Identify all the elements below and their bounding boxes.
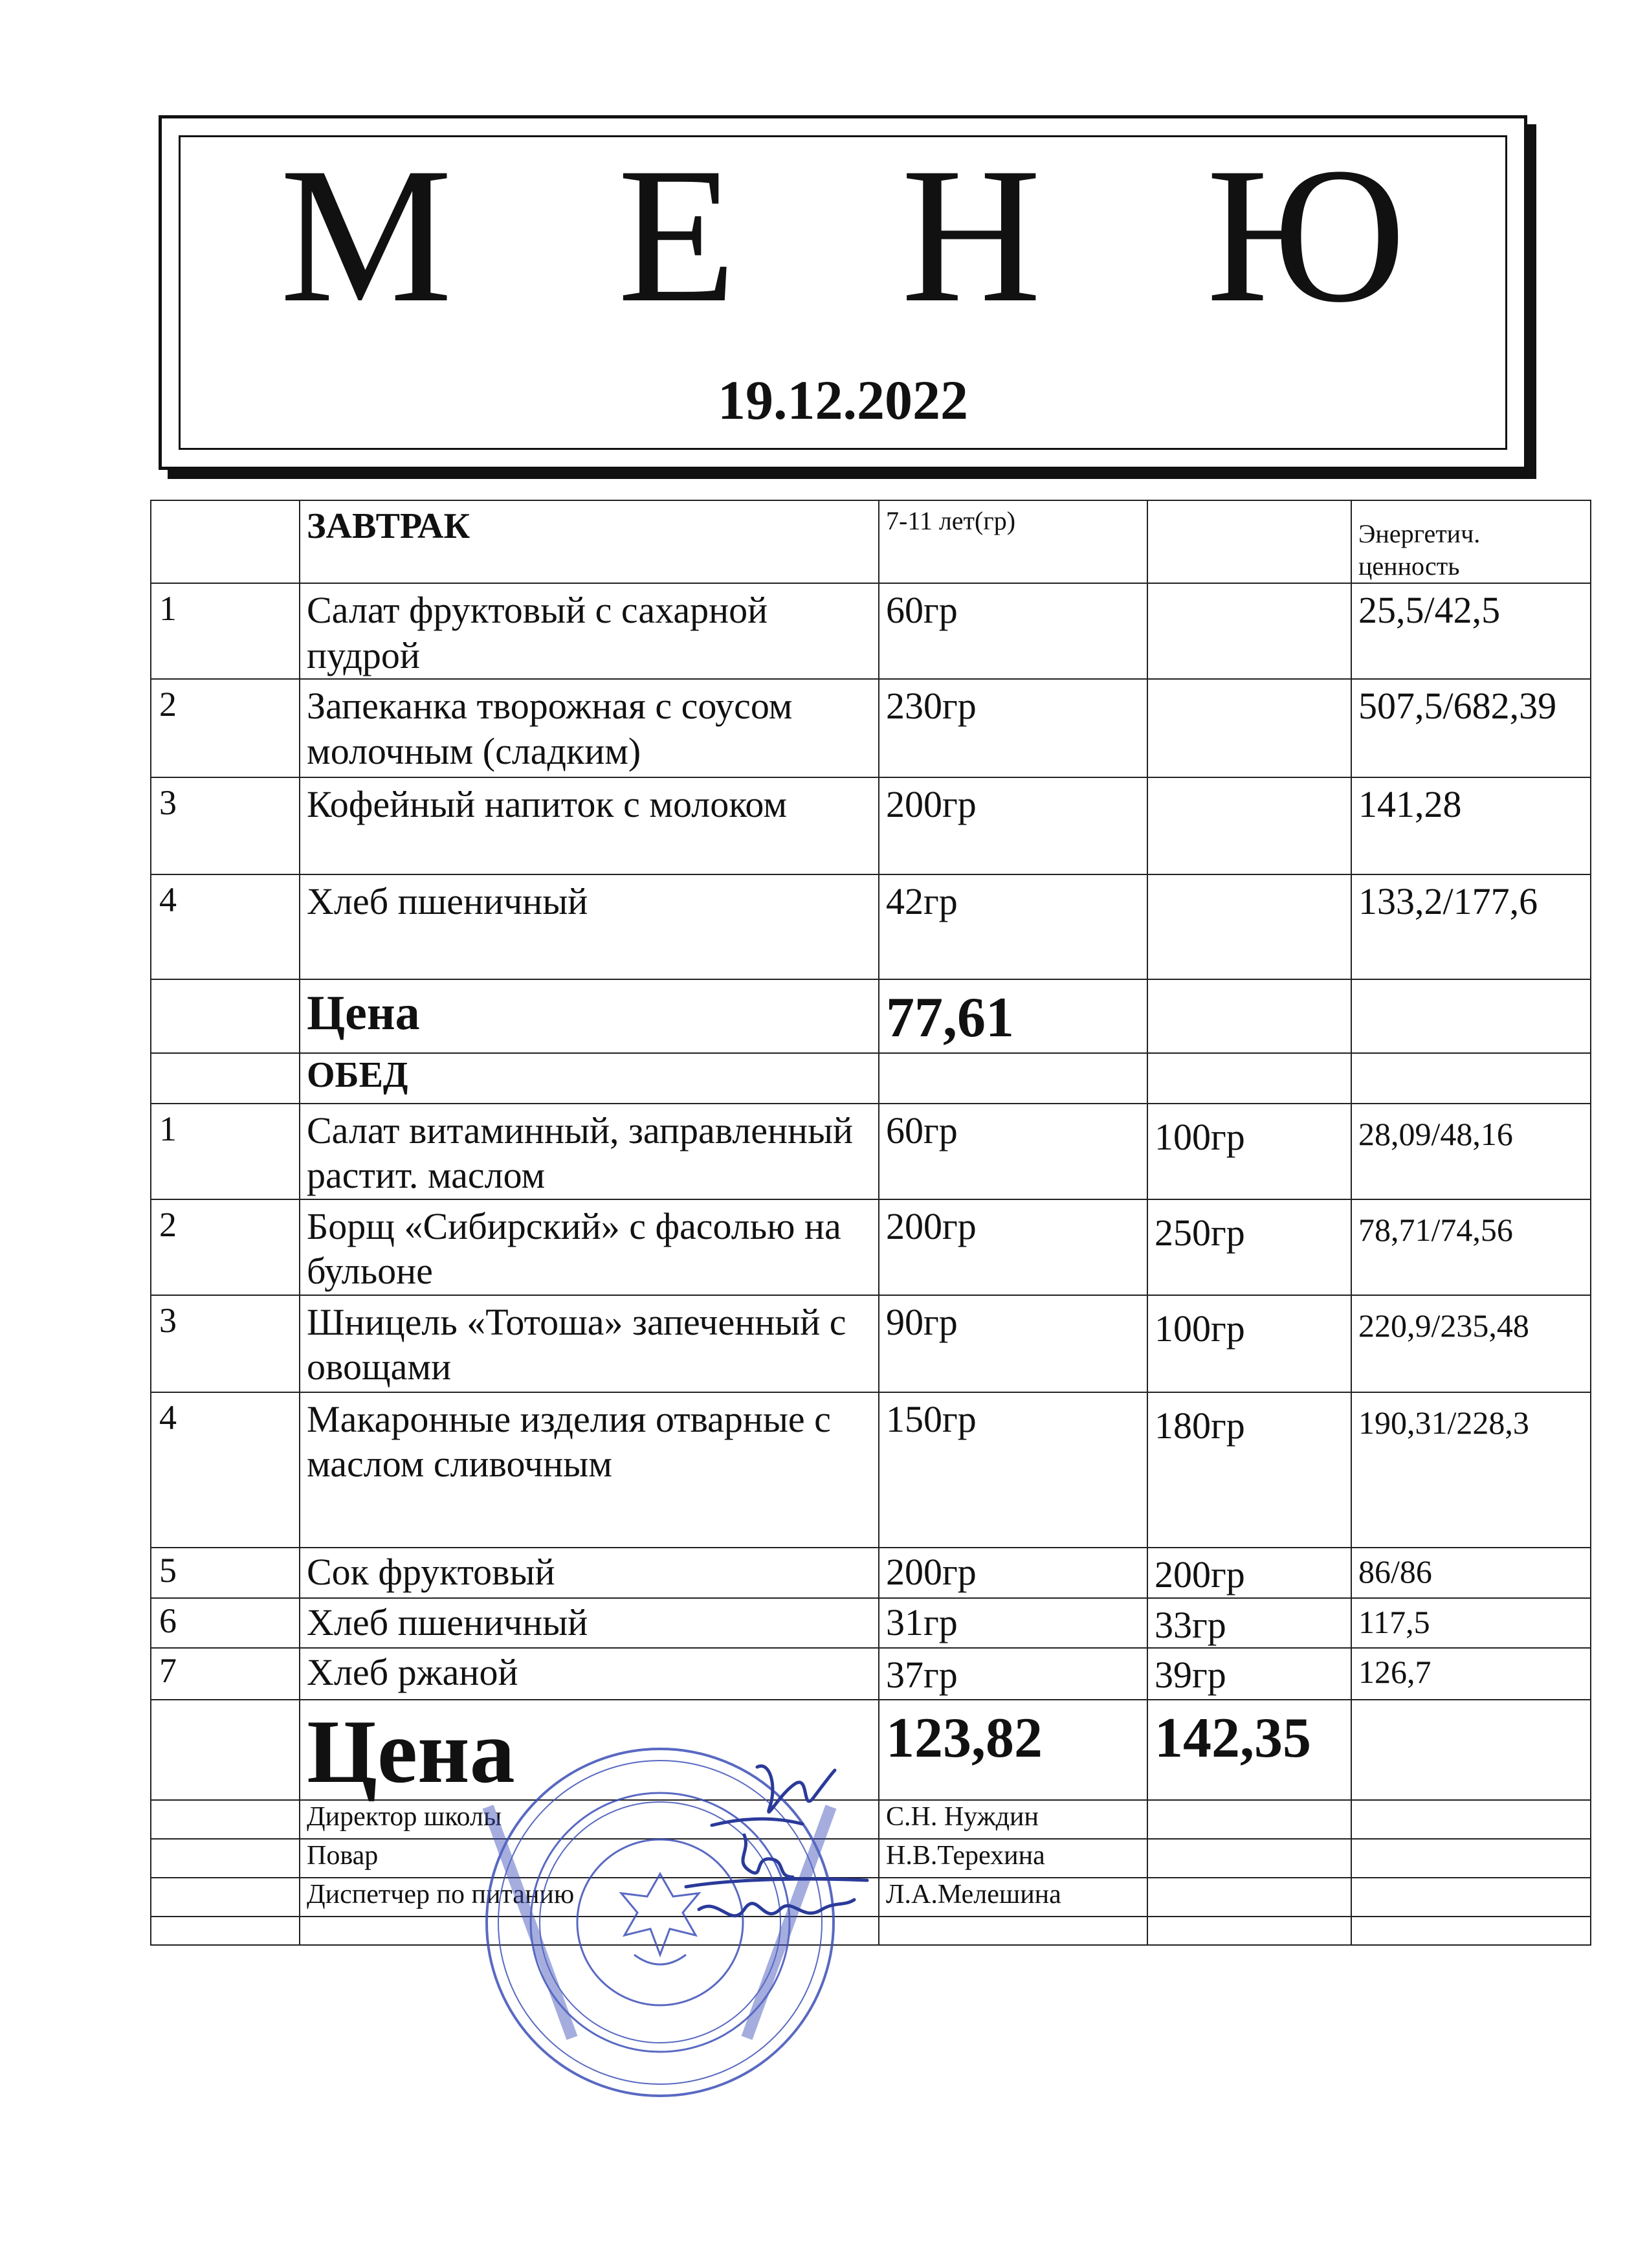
signature-role: Диспетчер по питанию [300, 1878, 879, 1917]
menu-date: 19.12.2022 [718, 369, 968, 431]
table-cell [1351, 979, 1591, 1053]
breakfast-price-value: 77,61 [879, 979, 1147, 1053]
item-name: Запеканка творожная с соусом молочным (сладким) [300, 679, 879, 777]
item-name: Сок фруктовый [300, 1548, 879, 1598]
item-weight-1: 31гр [879, 1598, 1147, 1649]
menu-table [150, 500, 1591, 1946]
item-number: 4 [151, 1392, 300, 1548]
item-weight-2: 39гр [1147, 1648, 1351, 1700]
signature-role: Повар [300, 1839, 879, 1878]
lunch-header-row [151, 1053, 1591, 1104]
table-row [151, 679, 1591, 777]
item-weight-1: 60гр [879, 1104, 1147, 1199]
item-name: Шницель «Тотоша» запеченный с овощами [300, 1295, 879, 1392]
table-cell [1351, 1878, 1591, 1917]
item-weight-2: 250гр [1147, 1199, 1351, 1295]
table-cell [151, 1878, 300, 1917]
breakfast-price-label: Цена [300, 979, 879, 1053]
item-weight-1: 200гр [879, 1548, 1147, 1598]
table-cell [1147, 1917, 1351, 1945]
table-cell [879, 1917, 1147, 1945]
table-cell [1351, 1800, 1591, 1839]
item-number: 7 [151, 1648, 300, 1700]
table-cell [1147, 500, 1351, 583]
table-cell [1351, 1700, 1591, 1800]
signature-role: Директор школы [300, 1800, 879, 1839]
menu-title: М Е Н Ю [280, 128, 1465, 342]
item-number: 1 [151, 1104, 300, 1199]
item-number: 5 [151, 1548, 300, 1598]
lunch-price-value-1: 123,82 [879, 1700, 1147, 1800]
table-row [151, 1199, 1591, 1295]
item-weight-1: 200гр [879, 777, 1147, 874]
item-name: Борщ «Сибирский» с фасолью на бульоне [300, 1199, 879, 1295]
item-name: Салат витаминный, заправленный растит. маслом [300, 1104, 879, 1199]
item-weight-2: 33гр [1147, 1598, 1351, 1649]
item-weight-2: 200гр [1147, 1548, 1351, 1598]
item-energy: 190,31/228,3 [1351, 1392, 1591, 1548]
item-weight-1: 37гр [879, 1648, 1147, 1700]
table-cell [151, 979, 300, 1053]
breakfast-price-row [151, 979, 1591, 1053]
age-column-header: 7-11 лет(гр) [879, 500, 1147, 583]
item-number: 2 [151, 1199, 300, 1295]
table-cell [151, 500, 300, 583]
table-cell [1147, 1800, 1351, 1839]
signature-name: С.Н. Нуждин [879, 1800, 1147, 1839]
table-cell [1351, 1839, 1591, 1878]
item-weight-1: 200гр [879, 1199, 1147, 1295]
item-weight-1: 230гр [879, 679, 1147, 777]
item-weight-2: 180гр [1147, 1392, 1351, 1548]
item-number: 4 [151, 874, 300, 979]
table-cell [1147, 1878, 1351, 1917]
signature-name: Н.В.Терехина [879, 1839, 1147, 1878]
item-energy: 126,7 [1351, 1648, 1591, 1700]
item-name: Кофейный напиток с молоком [300, 777, 879, 874]
item-energy: 133,2/177,6 [1351, 874, 1591, 979]
table-row [151, 1548, 1591, 1598]
item-energy: 220,9/235,48 [1351, 1295, 1591, 1392]
lunch-price-label: Цена [300, 1700, 879, 1800]
table-cell [1147, 1839, 1351, 1878]
item-name: Макаронные изделия отварные с маслом сливочным [300, 1392, 879, 1548]
item-weight-2 [1147, 874, 1351, 979]
table-cell [151, 1839, 300, 1878]
handwritten-signature-icon [673, 1748, 887, 1961]
table-cell [151, 1053, 300, 1104]
signature-name: Л.А.Мелешина [879, 1878, 1147, 1917]
item-weight-2: 100гр [1147, 1295, 1351, 1392]
table-cell [151, 1917, 300, 1945]
item-name: Хлеб ржаной [300, 1648, 879, 1700]
item-number: 6 [151, 1598, 300, 1649]
table-row [151, 1392, 1591, 1548]
item-weight-1: 150гр [879, 1392, 1147, 1548]
item-name: Хлеб пшеничный [300, 1598, 879, 1649]
table-cell [879, 1053, 1147, 1104]
item-number: 2 [151, 679, 300, 777]
item-name: Салат фруктовый с сахарной пудрой [300, 583, 879, 679]
table-row [151, 1104, 1591, 1199]
table-cell [1351, 1053, 1591, 1104]
item-number: 3 [151, 1295, 300, 1392]
table-cell [151, 1800, 300, 1839]
table-row [151, 777, 1591, 874]
table-cell [1147, 979, 1351, 1053]
item-weight-2 [1147, 583, 1351, 679]
item-energy: 28,09/48,16 [1351, 1104, 1591, 1199]
item-weight-1: 90гр [879, 1295, 1147, 1392]
item-weight-1: 60гр [879, 583, 1147, 679]
item-number: 3 [151, 777, 300, 874]
table-cell [151, 1700, 300, 1800]
item-weight-1: 42гр [879, 874, 1147, 979]
breakfast-label: ЗАВТРАК [300, 500, 879, 583]
item-energy: 507,5/682,39 [1351, 679, 1591, 777]
table-row [151, 1295, 1591, 1392]
table-cell [1351, 1917, 1591, 1945]
item-weight-2 [1147, 777, 1351, 874]
breakfast-header-row [151, 500, 1591, 583]
item-name: Хлеб пшеничный [300, 874, 879, 979]
table-cell [1147, 1053, 1351, 1104]
item-energy: 86/86 [1351, 1548, 1591, 1598]
item-energy: 117,5 [1351, 1598, 1591, 1649]
lunch-price-value-2: 142,35 [1147, 1700, 1351, 1800]
title-box [159, 115, 1527, 470]
energy-column-header: Энергетич. ценность [1351, 500, 1591, 583]
table-row [151, 874, 1591, 979]
lunch-label: ОБЕД [300, 1053, 879, 1104]
item-number: 1 [151, 583, 300, 679]
item-energy: 25,5/42,5 [1351, 583, 1591, 679]
item-weight-2: 100гр [1147, 1104, 1351, 1199]
table-row [151, 1598, 1591, 1649]
table-row [151, 583, 1591, 679]
item-energy: 78,71/74,56 [1351, 1199, 1591, 1295]
table-row [151, 1648, 1591, 1700]
item-energy: 141,28 [1351, 777, 1591, 874]
item-weight-2 [1147, 679, 1351, 777]
